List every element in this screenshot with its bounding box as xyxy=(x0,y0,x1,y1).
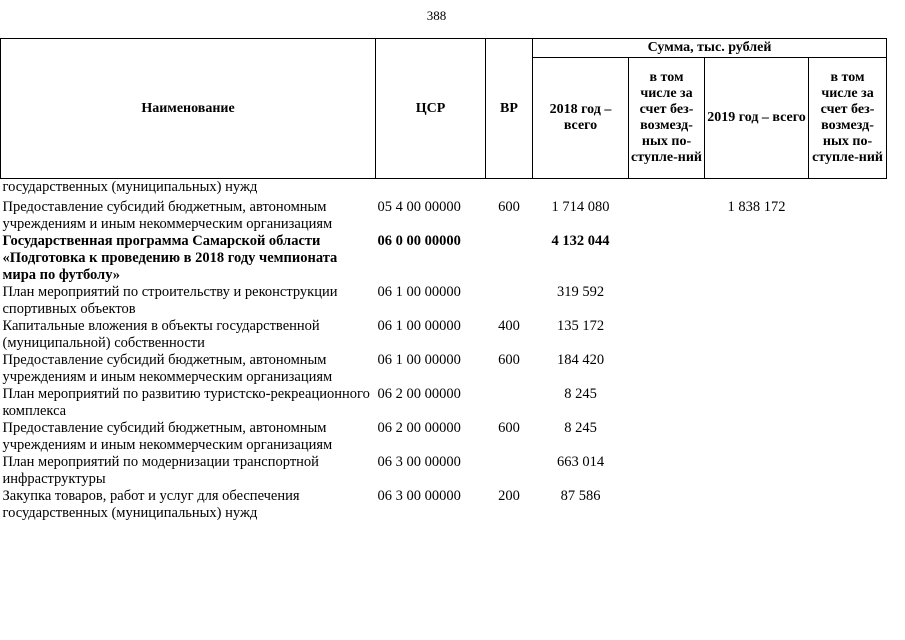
budget-table xyxy=(0,38,887,522)
row-2018-total: 1 714 080 xyxy=(551,198,610,215)
row-vr: 600 xyxy=(498,419,520,436)
row-2019-gratuitous xyxy=(809,199,887,233)
row-csr: 06 1 00 00000 xyxy=(377,351,461,368)
header-sum-group: Сумма, тыс. рублей xyxy=(533,39,887,58)
row-2018-gratuitous xyxy=(629,386,705,420)
row-name: План мероприятий по строительству и реконструкции спортивных объектов xyxy=(2,283,338,317)
row-2019-total xyxy=(705,233,809,284)
header-2018-gratuitous: в том числе за счет без-возмезд-ных по-ступле-ний xyxy=(629,58,705,179)
header-2019-gratuitous: в том числе за счет без-возмезд-ных по-ступле-ний xyxy=(809,58,887,179)
row-vr xyxy=(486,284,533,318)
table-row xyxy=(1,420,887,454)
row-2018-total: 8 245 xyxy=(564,419,597,436)
row-2018-gratuitous xyxy=(629,284,705,318)
row-2018-gratuitous xyxy=(629,233,705,284)
row-name: Закупка товаров, работ и услуг для обеспечения государственных (муниципальных) нужд xyxy=(2,487,300,521)
row-2018-gratuitous xyxy=(629,420,705,454)
row-name: Предоставление субсидий бюджетным, автономным учреждениям и иным некоммерческим организациям xyxy=(2,351,333,385)
row-2018-total: 663 014 xyxy=(556,453,605,470)
row-csr: 06 2 00 00000 xyxy=(377,419,461,436)
table-row xyxy=(1,179,887,199)
row-csr: 06 3 00 00000 xyxy=(377,487,461,504)
row-2019-total xyxy=(705,488,809,522)
row-vr: 600 xyxy=(498,351,520,368)
row-2019-total xyxy=(705,420,809,454)
row-2018-total: 184 420 xyxy=(556,351,605,368)
row-name: План мероприятий по модернизации транспортной инфраструктуры xyxy=(2,453,319,487)
row-2019-gratuitous xyxy=(809,318,887,352)
table-row xyxy=(1,488,887,522)
row-csr xyxy=(376,179,486,199)
table-row xyxy=(1,318,887,352)
row-2018-gratuitous xyxy=(629,199,705,233)
table-row xyxy=(1,352,887,386)
header-2019-total: 2019 год – всего xyxy=(705,58,809,179)
table-row xyxy=(1,233,887,284)
table-row xyxy=(1,454,887,488)
row-2019-gratuitous xyxy=(809,386,887,420)
row-2019-gratuitous xyxy=(809,488,887,522)
row-name: государственных (муниципальных) нужд xyxy=(2,179,258,195)
row-vr: 200 xyxy=(498,487,520,504)
row-2019-gratuitous xyxy=(809,454,887,488)
row-vr: 400 xyxy=(498,317,520,334)
row-2019-total xyxy=(705,318,809,352)
row-2019-total xyxy=(705,454,809,488)
row-2019-total xyxy=(705,386,809,420)
row-csr: 06 0 00 00000 xyxy=(377,232,461,249)
row-2018-gratuitous xyxy=(629,488,705,522)
table-body xyxy=(1,179,887,522)
header-2018-total: 2018 год – всего xyxy=(533,58,629,179)
row-2019-total xyxy=(705,179,809,199)
page-number: 388 xyxy=(426,8,447,23)
row-csr: 06 3 00 00000 xyxy=(377,453,461,470)
row-csr: 06 2 00 00000 xyxy=(377,385,461,402)
row-vr xyxy=(486,454,533,488)
row-2018-total xyxy=(533,179,629,199)
row-name: Капитальные вложения в объекты государственной (муниципальной) собственности xyxy=(2,317,320,351)
row-name: Предоставление субсидий бюджетным, автономным учреждениям и иным некоммерческим организациям xyxy=(2,419,333,453)
row-2018-total: 4 132 044 xyxy=(551,232,610,249)
row-2018-total: 135 172 xyxy=(556,317,605,334)
row-2018-gratuitous xyxy=(629,179,705,199)
row-2018-gratuitous xyxy=(629,318,705,352)
row-2019-total: 1 838 172 xyxy=(727,198,786,215)
row-2018-gratuitous xyxy=(629,352,705,386)
header-name: Наименование xyxy=(1,39,376,179)
row-vr xyxy=(486,233,533,284)
row-2018-total: 87 586 xyxy=(560,487,601,504)
header-vr: ВР xyxy=(486,39,533,179)
row-2019-gratuitous xyxy=(809,420,887,454)
table-row xyxy=(1,284,887,318)
row-name: Предоставление субсидий бюджетным, автономным учреждениям и иным некоммерческим организациям xyxy=(2,198,333,232)
table-row xyxy=(1,386,887,420)
row-csr: 06 1 00 00000 xyxy=(377,317,461,334)
row-vr xyxy=(486,179,533,199)
row-2019-gratuitous xyxy=(809,352,887,386)
row-2019-gratuitous xyxy=(809,284,887,318)
row-2019-total xyxy=(705,352,809,386)
row-2018-total: 8 245 xyxy=(564,385,597,402)
row-2019-gratuitous xyxy=(809,233,887,284)
row-name: Государственная программа Самарской области «Подготовка к проведению в 2018 году чемпионата мира по футболу» xyxy=(2,232,338,283)
row-2018-total: 319 592 xyxy=(556,283,605,300)
table-row xyxy=(1,199,887,233)
row-2019-total xyxy=(705,284,809,318)
row-2018-gratuitous xyxy=(629,454,705,488)
row-csr: 06 1 00 00000 xyxy=(377,283,461,300)
row-vr: 600 xyxy=(498,198,520,215)
header-csr: ЦСР xyxy=(376,39,486,179)
row-vr xyxy=(486,386,533,420)
row-name: План мероприятий по развитию туристско-рекреационного комплекса xyxy=(2,385,370,419)
row-csr: 05 4 00 00000 xyxy=(377,198,461,215)
row-2019-gratuitous xyxy=(809,179,887,199)
